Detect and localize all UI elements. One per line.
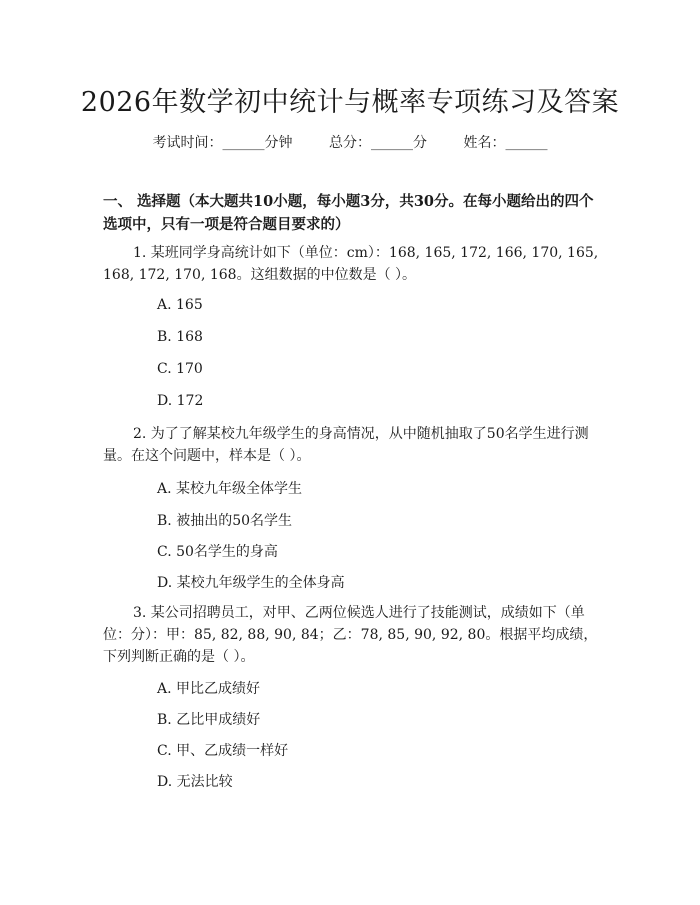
question-3-option-b: B. 乙比甲成绩好	[157, 712, 261, 728]
question-2-option-b: B. 被抽出的50名学生	[157, 513, 293, 529]
question-2: 2. 为了了解某校九年级学生的身高情况，从中随机抽取了50名学生进行测量。在这个问题中，样本是（ ）。	[103, 426, 589, 464]
question-3-option-c: C. 甲、乙成绩一样好	[157, 743, 289, 759]
document-title: 2026年数学初中统计与概率专项练习及答案	[80, 87, 620, 118]
exam-total-score: 总分：______分	[329, 135, 427, 151]
question-2-option-a: A. 某校九年级全体学生	[157, 481, 303, 497]
question-3: 3. 某公司招聘员工，对甲、乙两位候选人进行了技能测试，成绩如下（单位：分）：甲：85, 82, 88, 90, 84；乙：78, 85, 90, 92, 80。根据平均成绩，下列判断正确的是（ ）。	[103, 605, 598, 665]
question-1-option-c: C. 170	[157, 361, 203, 377]
question-2-option-c: C. 50名学生的身高	[157, 544, 278, 560]
section-heading: 一、 选择题（本大题共10小题，每小题3分，共30分。在每小题给出的四个选项中，只有一项是符合题目要求的）	[103, 193, 594, 233]
question-2-option-d: D. 某校九年级学生的全体身高	[157, 575, 345, 591]
exam-meta	[0, 132, 700, 152]
exam-time: 考试时间：______分钟	[152, 135, 293, 151]
question-1-option-d: D. 172	[157, 393, 204, 409]
question-3-option-d: D. 无法比较	[157, 774, 233, 790]
question-1-option-a: A. 165	[157, 297, 203, 313]
question-1: 1. 某班同学身高统计如下（单位：cm）：168, 165, 172, 166, 170, 165, 168, 172, 170, 168。这组数据的中位数是（ ）。	[103, 245, 599, 283]
question-3-option-a: A. 甲比乙成绩好	[157, 681, 261, 697]
question-1-option-b: B. 168	[157, 329, 203, 345]
student-name: 姓名：______	[463, 135, 548, 151]
